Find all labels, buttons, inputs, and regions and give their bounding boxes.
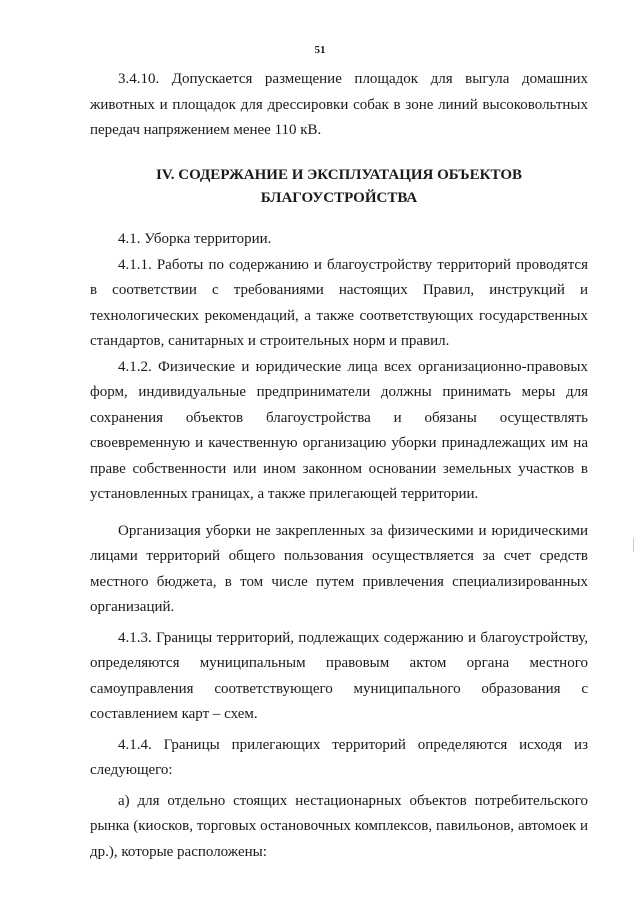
paragraph-3-4-10: 3.4.10. Допускается размещение площадок для выгула домашних животных и площадок для дрессировки собак в зоне линий высоковольтных передач напряжением менее 110 кВ. <box>90 71 588 138</box>
paragraph-4-1-1: 4.1.1. Работы по содержанию и благоустройству территорий проводятся в соответствии с требованиями настоящих Правил, инструкций и технологических рекомендаций, а также соответствующих государственных стандартов, санитарных и строительных норм и правил. <box>90 256 588 349</box>
paragraph-4-1-4: 4.1.4. Границы прилегающих территорий определяются исходя из следующего: <box>90 736 588 778</box>
page-number: 51 <box>314 44 326 56</box>
top-paragraph-block <box>90 67 588 144</box>
section-heading-line-2: БЛАГОУСТРОЙСТВА <box>260 190 418 206</box>
paragraph-organization: Организация уборки не закрепленных за физическими и юридическими лицами территорий общего пользования осуществляется за счет средств местного бюджета, в том числе путем привлечения специализированных организаций. <box>90 522 588 615</box>
body-text <box>90 227 588 865</box>
paragraph-4-1-3: 4.1.3. Границы территорий, подлежащих содержанию и благоустройству, определяются муниципальным правовым актом органа местного самоуправления соответствующего муниципального образования с составлением карт – схем. <box>90 629 588 722</box>
scan-margin-mark <box>633 538 634 552</box>
paragraph-subitem-a: а) для отдельно стоящих нестационарных объектов потребительского рынка (киосков, торговых остановочных комплексов, павильонов, автомоек и др.), которые расположены: <box>90 792 588 860</box>
paragraph-4-1-2: 4.1.2. Физические и юридические лица всех организационно-правовых форм, индивидуальные предприниматели должны принимать меры для сохранения объектов благоустройства и обязаны осуществлять своевременную и качественную организацию уборки принадлежащих им на праве собственности или ином законном основании земельных участков в установленных границах, а также прилегающей территории. <box>90 358 588 502</box>
section-heading-line-1: IV. СОДЕРЖАНИЕ И ЭКСПЛУАТАЦИЯ ОБЪЕКТОВ <box>156 167 522 183</box>
paragraph-4-1: 4.1. Уборка территории. <box>118 231 272 247</box>
section-heading <box>90 164 588 210</box>
